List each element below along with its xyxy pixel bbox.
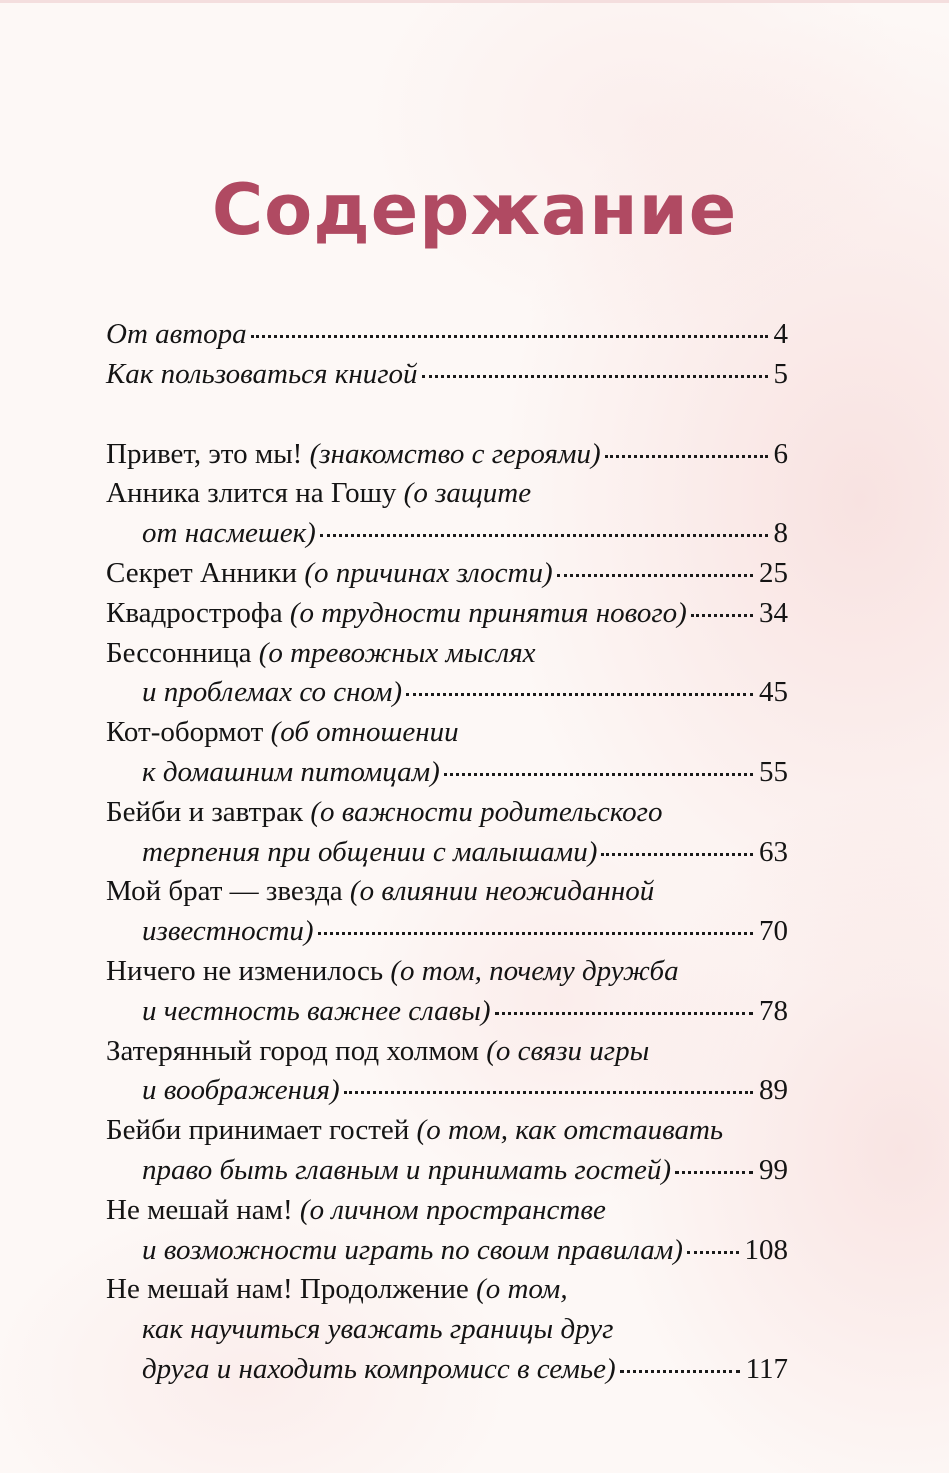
page-number: 117 bbox=[745, 1352, 788, 1385]
page-number: 5 bbox=[773, 357, 788, 390]
toc-entry[interactable] bbox=[106, 474, 788, 554]
chapter-title: Мой брат — звезда bbox=[106, 875, 350, 908]
chapter-subtitle: (о важности родительского bbox=[310, 795, 663, 828]
dot-leader bbox=[495, 1011, 753, 1015]
chapter-title: Привет, это мы! bbox=[106, 437, 310, 470]
dot-leader bbox=[422, 374, 768, 378]
chapter-subtitle-cont: и возможности играть по своим правилам) bbox=[142, 1233, 683, 1266]
chapter-subtitle-cont: терпения при общении с малышами) bbox=[142, 835, 598, 868]
chapter-title: Кот-обормот bbox=[106, 716, 271, 749]
dot-leader bbox=[620, 1369, 740, 1373]
chapter-subtitle: (о защите bbox=[403, 477, 532, 510]
page-number: 25 bbox=[759, 556, 788, 589]
entry-title: Как пользоваться книгой bbox=[106, 357, 418, 390]
chapter-subtitle-cont: к домашним питомцам) bbox=[142, 755, 440, 788]
page-top-border bbox=[0, 0, 949, 3]
chapter-title: Бейби принимает гостей bbox=[106, 1114, 417, 1147]
page-title: Содержание bbox=[211, 169, 738, 251]
chapter-title: Не мешай нам! Продолжение bbox=[106, 1273, 477, 1306]
chapter-subtitle-cont: друга и находить компромисс в семье) bbox=[142, 1352, 616, 1385]
entry-first-line bbox=[106, 793, 788, 833]
toc-entry[interactable] bbox=[106, 594, 788, 634]
chapter-subtitle: (о причинах злости) bbox=[304, 556, 553, 589]
toc-entry[interactable] bbox=[106, 1032, 788, 1112]
chapter-title: Ничего не изменилось bbox=[106, 954, 391, 987]
chapter-title: Затерянный город под холмом bbox=[106, 1034, 487, 1067]
dot-leader bbox=[318, 931, 753, 935]
entry-first-line bbox=[106, 952, 788, 992]
toc-entry[interactable] bbox=[106, 1111, 788, 1191]
chapter-subtitle-cont: и воображения) bbox=[142, 1074, 340, 1107]
toc-entry[interactable] bbox=[106, 1191, 788, 1271]
section-gap bbox=[106, 395, 788, 435]
toc-entry[interactable] bbox=[106, 872, 788, 952]
page-number: 89 bbox=[759, 1074, 788, 1107]
chapter-subtitle: (о тревожных мыслях bbox=[258, 636, 536, 669]
chapter-subtitle: (об отношении bbox=[270, 716, 459, 749]
chapter-title: Бессонница bbox=[106, 636, 259, 669]
chapter-subtitle: (о том, как отстаивать bbox=[416, 1114, 724, 1147]
chapter-subtitle: (о влиянии неожиданной bbox=[349, 875, 655, 908]
chapter-subtitle: (о личном пространстве bbox=[299, 1193, 606, 1226]
toc-entry-from-author[interactable] bbox=[106, 315, 788, 355]
chapter-subtitle-cont: право быть главным и принимать гостей) bbox=[142, 1153, 672, 1186]
dot-leader bbox=[406, 692, 753, 696]
chapter-subtitle-middle: как научиться уважать границы друг bbox=[142, 1313, 614, 1346]
dot-leader bbox=[320, 533, 768, 537]
chapter-subtitle: (о связи игры bbox=[486, 1034, 650, 1067]
dot-leader bbox=[444, 772, 753, 776]
entry-text bbox=[106, 554, 553, 594]
chapter-subtitle-cont: от насмешек) bbox=[142, 517, 316, 550]
toc-entry-how-to-use[interactable] bbox=[106, 355, 788, 395]
page-number: 45 bbox=[759, 676, 788, 709]
entry-first-line bbox=[106, 1111, 788, 1151]
toc-entry[interactable] bbox=[106, 793, 788, 873]
toc-entry[interactable] bbox=[106, 634, 788, 714]
dot-leader bbox=[691, 613, 753, 617]
dot-leader bbox=[601, 852, 753, 856]
table-of-contents bbox=[106, 315, 788, 1390]
dot-leader bbox=[675, 1170, 753, 1174]
chapter-title: Квадрострофа bbox=[106, 596, 290, 629]
page-number: 55 bbox=[759, 755, 788, 788]
dot-leader bbox=[344, 1090, 753, 1094]
dot-leader bbox=[557, 573, 753, 577]
chapter-title: Бейби и завтрак bbox=[106, 795, 311, 828]
chapter-title: Анника злится на Гошу bbox=[106, 477, 404, 510]
toc-entry[interactable] bbox=[106, 713, 788, 793]
chapter-subtitle: (о том, bbox=[476, 1273, 568, 1306]
page-number: 108 bbox=[744, 1233, 788, 1266]
toc-entry[interactable] bbox=[106, 1270, 788, 1389]
chapter-subtitle-cont: и проблемах со сном) bbox=[142, 676, 403, 709]
dot-leader bbox=[687, 1250, 739, 1254]
page-number: 4 bbox=[773, 318, 788, 350]
page-number: 8 bbox=[773, 517, 788, 550]
page-number: 34 bbox=[759, 596, 788, 629]
chapter-subtitle-cont: и честность важнее славы) bbox=[142, 994, 491, 1027]
entry-first-line bbox=[106, 634, 788, 674]
entry-first-line bbox=[106, 474, 788, 514]
page-number: 78 bbox=[759, 994, 788, 1027]
page-number: 6 bbox=[773, 437, 788, 470]
chapter-subtitle: (знакомство с героями) bbox=[309, 437, 601, 470]
chapter-subtitle: (о трудности принятия нового) bbox=[289, 596, 687, 629]
toc-entry[interactable] bbox=[106, 952, 788, 1032]
page-number: 99 bbox=[759, 1153, 788, 1186]
entry-first-line bbox=[106, 1191, 788, 1231]
entry-first-line bbox=[106, 1270, 788, 1310]
entry-text bbox=[106, 435, 601, 475]
dot-leader bbox=[605, 454, 768, 458]
chapter-title: Не мешай нам! bbox=[106, 1193, 300, 1226]
entry-title: От автора bbox=[106, 318, 247, 350]
chapter-subtitle-cont: известности) bbox=[142, 915, 314, 948]
entry-first-line bbox=[106, 872, 788, 912]
dot-leader bbox=[251, 334, 768, 338]
chapter-subtitle: (о том, почему дружба bbox=[390, 954, 679, 987]
chapter-title: Секрет Анники bbox=[106, 556, 305, 589]
entry-text bbox=[106, 594, 687, 634]
page-number: 63 bbox=[759, 835, 788, 868]
toc-entry[interactable] bbox=[106, 554, 788, 594]
page-number: 70 bbox=[759, 915, 788, 948]
entry-first-line bbox=[106, 1032, 788, 1072]
entry-first-line bbox=[106, 713, 788, 753]
toc-entry[interactable] bbox=[106, 435, 788, 475]
